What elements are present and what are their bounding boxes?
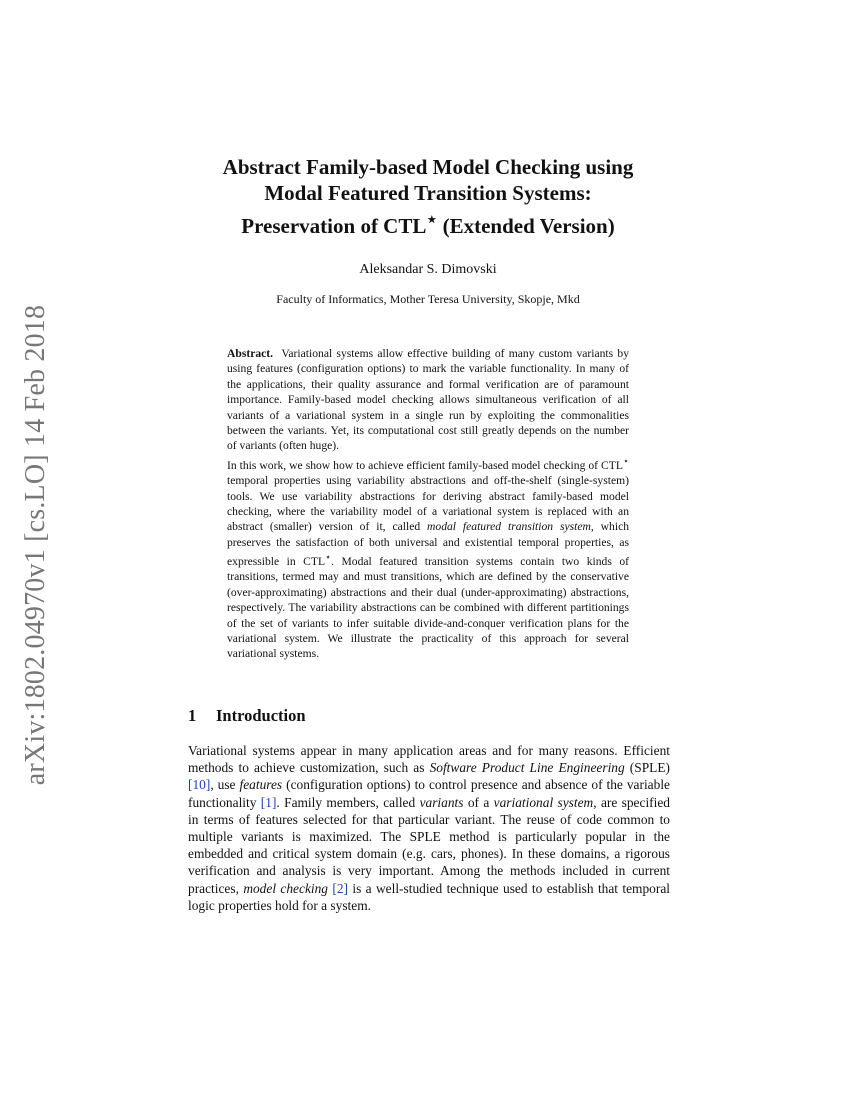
intro-emphasis-variational-system: variational system [493, 794, 594, 810]
intro-emphasis-features: features [239, 777, 283, 793]
section-number: 1 [188, 706, 197, 725]
abstract-star-superscript-2: ⋆ [325, 552, 332, 564]
abstract-paragraph-1 [227, 346, 629, 454]
arxiv-sidebar [0, 0, 60, 1100]
intro-text-5: . Family members, called [276, 794, 420, 810]
citation-link-10[interactable]: [10] [188, 777, 211, 793]
abstract-paragraph-2 [227, 454, 629, 662]
intro-text-4: (configuration options) to control presence and absence of the variable functionality [188, 777, 670, 810]
title-line-2: Modal Featured Transition Systems: [264, 181, 592, 205]
abstract-p2-text-a: In this work, we show how to achieve efficient family-based model checking of CTL [227, 458, 623, 472]
intro-emphasis-variants: variants [419, 794, 464, 810]
intro-text-9: is a well-studied technique used to establish that temporal logic properties hold for a system. [188, 880, 670, 913]
paper-title [140, 154, 716, 239]
section-heading-introduction [188, 706, 306, 726]
title-line-1: Abstract Family-based Model Checking using [222, 155, 634, 179]
introduction-paragraph [188, 742, 670, 914]
abstract-p2-emphasis: modal featured transition system [427, 520, 591, 534]
intro-emphasis-model-checking: model checking [243, 880, 328, 896]
abstract-p1-text: Variational systems allow effective building of many custom variants by using features (configuration options) to mark the variable functionality. In many of the applications, their quality assurance and formal verification are of paramount importance. Family-based model checking allows simultaneous verification of all variants of a variational system in a single run by exploiting the commonalities between the variants. Yet, its computational cost still greatly depends on the number of variants (often huge). [227, 347, 630, 453]
intro-text-6: of a [463, 794, 494, 810]
citation-link-2[interactable]: [2] [332, 880, 348, 896]
section-title: Introduction [216, 706, 306, 725]
abstract-star-superscript-1: ⋆ [622, 455, 629, 467]
intro-text-3: , use [210, 777, 240, 793]
title-line-3 [140, 206, 716, 239]
abstract [227, 346, 629, 662]
intro-emphasis-sple: Software Product Line Engineering [429, 760, 625, 776]
abstract-p2-text-c: , which preserves the satisfaction of both universal and existential temporal properties, as expressible in CTL [227, 520, 630, 568]
intro-text-2: (SPLE) [624, 760, 670, 776]
abstract-p2-text-b: temporal properties using variability abstractions and off-the-shelf (single-system) tools. We use variability abstractions for deriving abstract family-based model checking, where the variability model of a variational system is replaced with an abstract (smaller) version of it, called [227, 474, 629, 534]
title-line-3-rest: (Extended Version) [437, 214, 615, 238]
author-name: Aleksandar S. Dimovski [359, 262, 497, 277]
title-star-superscript: ⋆ [426, 209, 438, 229]
title-line-3-main: Preservation of CTL [241, 214, 427, 238]
intro-text-7: , are specified in terms of features selected for that particular variant. The reuse of code common to multiple variants is maximized. The SPLE method is particularly popular in the embedded and critical system domain (e.g. cars, phones). In these domains, a rigorous verification and analysis is very important. Among the methods included in current practices, [188, 794, 670, 896]
author-affiliation: Faculty of Informatics, Mother Teresa University, Skopje, Mkd [276, 292, 580, 306]
intro-text-1: Variational systems appear in many application areas and for many reasons. Efficient methods to achieve customization, such as [188, 743, 670, 776]
abstract-label: Abstract. [227, 347, 274, 360]
abstract-p2-text-d: . Modal featured transition systems contain two kinds of transitions, termed may and must transitions, which are defined by the conservative (over-approximating) abstractions and their dual (under-approximating) abstractions, respectively. The variability abstractions can be combined with different partitionings of the set of variants to infer suitable divide-and-conquer verification plans for the variational system. We illustrate the practicality of this approach for several variational systems. [227, 555, 629, 661]
citation-link-1[interactable]: [1] [260, 794, 277, 810]
arxiv-identifier: arXiv:1802.04970v1 [cs.LO] 14 Feb 2018 [20, 304, 51, 786]
